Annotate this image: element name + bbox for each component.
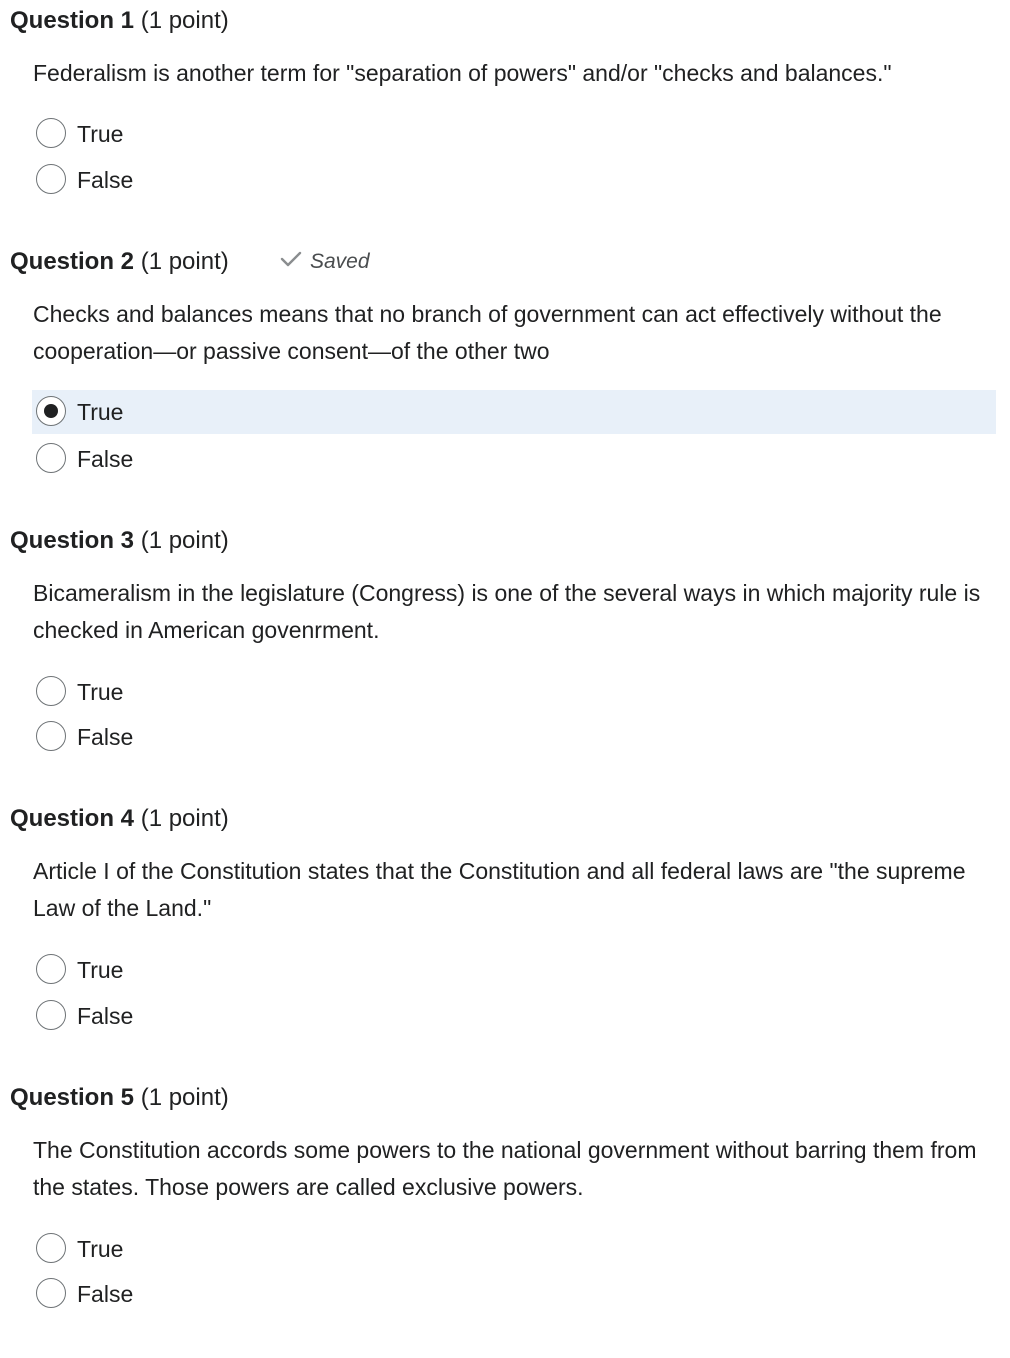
option-false[interactable] [32, 437, 996, 481]
option-false[interactable] [32, 994, 996, 1038]
question-points: (1 point) [134, 527, 229, 554]
option-label: True [77, 121, 124, 147]
radio-empty-icon[interactable] [36, 721, 66, 751]
option-label: True [77, 399, 124, 425]
question-header [10, 526, 229, 556]
radio-empty-icon[interactable] [36, 1000, 66, 1030]
radio-empty-icon[interactable] [36, 676, 66, 706]
question-points: (1 point) [134, 1084, 229, 1111]
option-label: False [77, 446, 134, 472]
option-true[interactable] [32, 670, 996, 714]
radio-empty-icon[interactable] [36, 954, 66, 984]
question-text: The Constitution accords some powers to the national government without barring them from the states. Those powers are called exclusive powers. [33, 1137, 977, 1200]
question-text: Federalism is another term for "separation of powers" and/or "checks and balances." [33, 60, 892, 86]
option-label: True [77, 957, 124, 983]
option-false[interactable] [32, 715, 996, 759]
question-text: Article I of the Constitution states that the Constitution and all federal laws are "the supreme Law of the Land." [33, 858, 966, 921]
question-number: Question 2 [10, 248, 135, 275]
option-false[interactable] [32, 158, 996, 202]
saved-label: Saved [310, 250, 370, 273]
question-header [10, 804, 229, 834]
question-header [10, 247, 229, 277]
radio-dot [44, 404, 58, 418]
option-label: True [77, 679, 124, 705]
question-header [10, 1083, 229, 1113]
checkmark-icon [280, 247, 302, 277]
question-text: Bicameralism in the legislature (Congress) is one of the several ways in which majority rule is checked in American govenrment. [33, 580, 981, 643]
radio-empty-icon[interactable] [36, 1233, 66, 1263]
question-points: (1 point) [134, 7, 229, 34]
option-false[interactable] [32, 1272, 996, 1316]
question-points: (1 point) [134, 248, 229, 275]
option-true[interactable] [32, 1227, 996, 1271]
option-true[interactable] [32, 948, 996, 992]
option-label: False [77, 1281, 134, 1307]
option-true[interactable] [32, 390, 996, 434]
question-number: Question 5 [10, 1084, 135, 1111]
option-label: True [77, 1236, 124, 1262]
radio-filled-icon[interactable] [36, 396, 66, 426]
option-true[interactable] [32, 112, 996, 156]
option-label: False [77, 167, 134, 193]
radio-empty-icon[interactable] [36, 164, 66, 194]
question-text: Checks and balances means that no branch of government can act effectively without the cooperation—or passive consent—of the other two [33, 301, 942, 364]
radio-empty-icon[interactable] [36, 443, 66, 473]
question-number: Question 4 [10, 805, 135, 832]
question-number: Question 1 [10, 7, 135, 34]
question-points: (1 point) [134, 805, 229, 832]
saved-status [280, 247, 370, 277]
question-header [10, 6, 229, 36]
option-label: False [77, 1003, 134, 1029]
question-number: Question 3 [10, 527, 135, 554]
radio-empty-icon[interactable] [36, 118, 66, 148]
radio-empty-icon[interactable] [36, 1278, 66, 1308]
option-label: False [77, 724, 134, 750]
